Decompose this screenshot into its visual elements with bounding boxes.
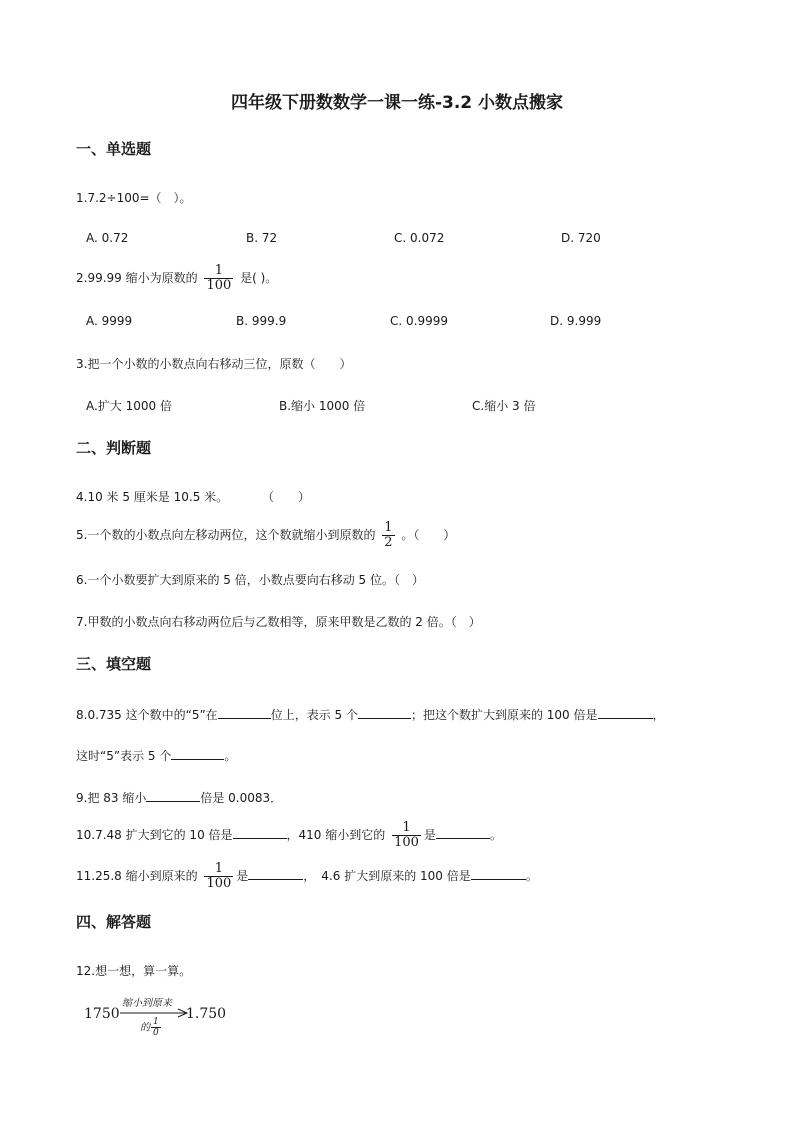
q1-option-a: A. 0.72 xyxy=(86,231,129,245)
q10-blank-1[interactable] xyxy=(233,826,287,839)
section-heading-answer: 四、解答题 xyxy=(76,913,152,931)
q1-option-d: D. 720 xyxy=(561,231,601,245)
q1-option-b: B. 72 xyxy=(246,231,278,245)
q12-arrow-diagram xyxy=(84,994,284,1044)
q4-answer-paren: （ ） xyxy=(261,490,310,504)
q2-option-a: A. 9999 xyxy=(86,314,133,328)
q2-option-b: B. 999.9 xyxy=(236,314,287,328)
q3-option-c: C.缩小 3 倍 xyxy=(472,399,536,413)
q8-line2-part-1: 这时“5”表示 5 个 xyxy=(76,749,172,763)
q8-blank-3[interactable] xyxy=(598,706,653,719)
q11-part-3: ， 4.6 扩大到原来的 100 倍是 xyxy=(303,869,471,883)
q5-fraction xyxy=(382,521,394,550)
q10-fraction-denominator: 100 xyxy=(394,835,419,850)
page-title: 四年级下册数数学一课一练-3.2 小数点搬家 xyxy=(230,93,564,113)
q10-part-2: ，410 缩小到它的 xyxy=(286,828,386,842)
q11-fraction-numerator: 1 xyxy=(204,862,233,877)
q12-right-value: 1.750 xyxy=(186,1006,227,1022)
q8-part-2: 位上，表示 5 个 xyxy=(270,708,358,722)
q10-fraction xyxy=(392,821,421,850)
q2-option-d: D. 9.999 xyxy=(550,314,602,328)
q8-blank-4[interactable] xyxy=(171,747,224,760)
q8-blank-2[interactable] xyxy=(358,706,411,719)
question-9 xyxy=(76,789,282,806)
question-1: 1.7.2÷100=（ ）。 xyxy=(76,191,192,205)
question-5 xyxy=(76,521,455,550)
q1-option-c: C. 0.072 xyxy=(394,231,445,245)
q11-part-1: 11.25.8 缩小到原来的 xyxy=(76,869,198,883)
q10-part-1: 10.7.48 扩大到它的 10 倍是 xyxy=(76,828,233,842)
question-10 xyxy=(76,821,502,850)
q8-part-3: ；把这个数扩大到原来的 100 倍是 xyxy=(410,708,598,722)
question-8-line-2 xyxy=(76,747,236,764)
q11-blank-2[interactable] xyxy=(471,867,526,880)
q8-line2-part-2: 。 xyxy=(224,749,237,763)
q11-fraction xyxy=(204,862,233,891)
question-6: 6.一个小数要扩大到原来的 5 倍，小数点要向右移动 5 位。（ ） xyxy=(76,573,424,587)
q11-fraction-denominator: 100 xyxy=(206,876,232,891)
q9-blank[interactable] xyxy=(146,789,200,802)
q12-arrow-fraction-numerator: 1 xyxy=(153,1017,159,1027)
q11-part-4: 。 xyxy=(525,869,538,883)
q12-arrow-fraction xyxy=(151,1017,161,1038)
q3-option-a: A.扩大 1000 倍 xyxy=(86,399,172,413)
q10-blank-2[interactable] xyxy=(436,826,490,839)
question-8 xyxy=(76,706,665,723)
q11-blank-1[interactable] xyxy=(248,867,303,880)
question-4 xyxy=(76,488,310,505)
q12-arrow-fraction-denominator: 0 xyxy=(153,1028,159,1038)
q12-arrow-bottom-prefix: 的 xyxy=(140,1022,150,1034)
question-12: 12.想一想，算一算。 xyxy=(76,964,192,978)
question-2 xyxy=(76,264,277,293)
q5-fraction-denominator: 2 xyxy=(384,535,393,550)
q8-blank-1[interactable] xyxy=(218,706,271,719)
q2-text-after: 是( )。 xyxy=(240,271,278,285)
q12-left-value: 1750 xyxy=(84,1006,120,1022)
question-3: 3.把一个小数的小数点向右移动三位，原数（ ） xyxy=(76,357,352,371)
q5-text-before: 5.一个数的小数点向左移动两位，这个数就缩小到原数的 xyxy=(76,528,376,542)
section-heading-true-false: 二、判断题 xyxy=(76,439,152,457)
q10-part-3: 是 xyxy=(423,828,436,842)
q3-option-b: B.缩小 1000 倍 xyxy=(279,399,366,413)
section-heading-fill-blank: 三、填空题 xyxy=(76,655,152,673)
q2-fraction-numerator: 1 xyxy=(204,264,233,279)
q10-fraction-numerator: 1 xyxy=(392,821,421,836)
q9-part-1: 9.把 83 缩小 xyxy=(76,791,147,805)
q5-fraction-numerator: 1 xyxy=(384,520,393,535)
section-heading-single-choice: 一、单选题 xyxy=(76,140,152,158)
q10-part-4: 。 xyxy=(489,828,502,842)
q12-arrow-top-label: 缩小到原来 xyxy=(122,998,172,1009)
q9-part-2: 倍是 0.0083． xyxy=(200,791,283,805)
q2-option-c: C. 0.9999 xyxy=(390,314,448,328)
q8-part-1: 8.0.735 这个数中的“5”在 xyxy=(76,708,218,722)
q11-part-2: 是 xyxy=(236,869,249,883)
q2-text-before: 2.99.99 缩小为原数的 xyxy=(76,271,198,285)
q2-fraction-denominator: 100 xyxy=(206,278,232,293)
question-7: 7.甲数的小数点向右移动两位后与乙数相等，原来甲数是乙数的 2 倍。（ ） xyxy=(76,615,481,629)
q2-fraction xyxy=(204,264,233,293)
q12-arrow-bottom-label xyxy=(140,1017,162,1038)
question-11 xyxy=(76,862,538,891)
q5-text-after: 。（ ） xyxy=(401,528,456,542)
q4-text: 4.10 米 5 厘米是 10.5 米。 xyxy=(76,490,229,504)
q8-part-4: ， xyxy=(652,708,665,722)
